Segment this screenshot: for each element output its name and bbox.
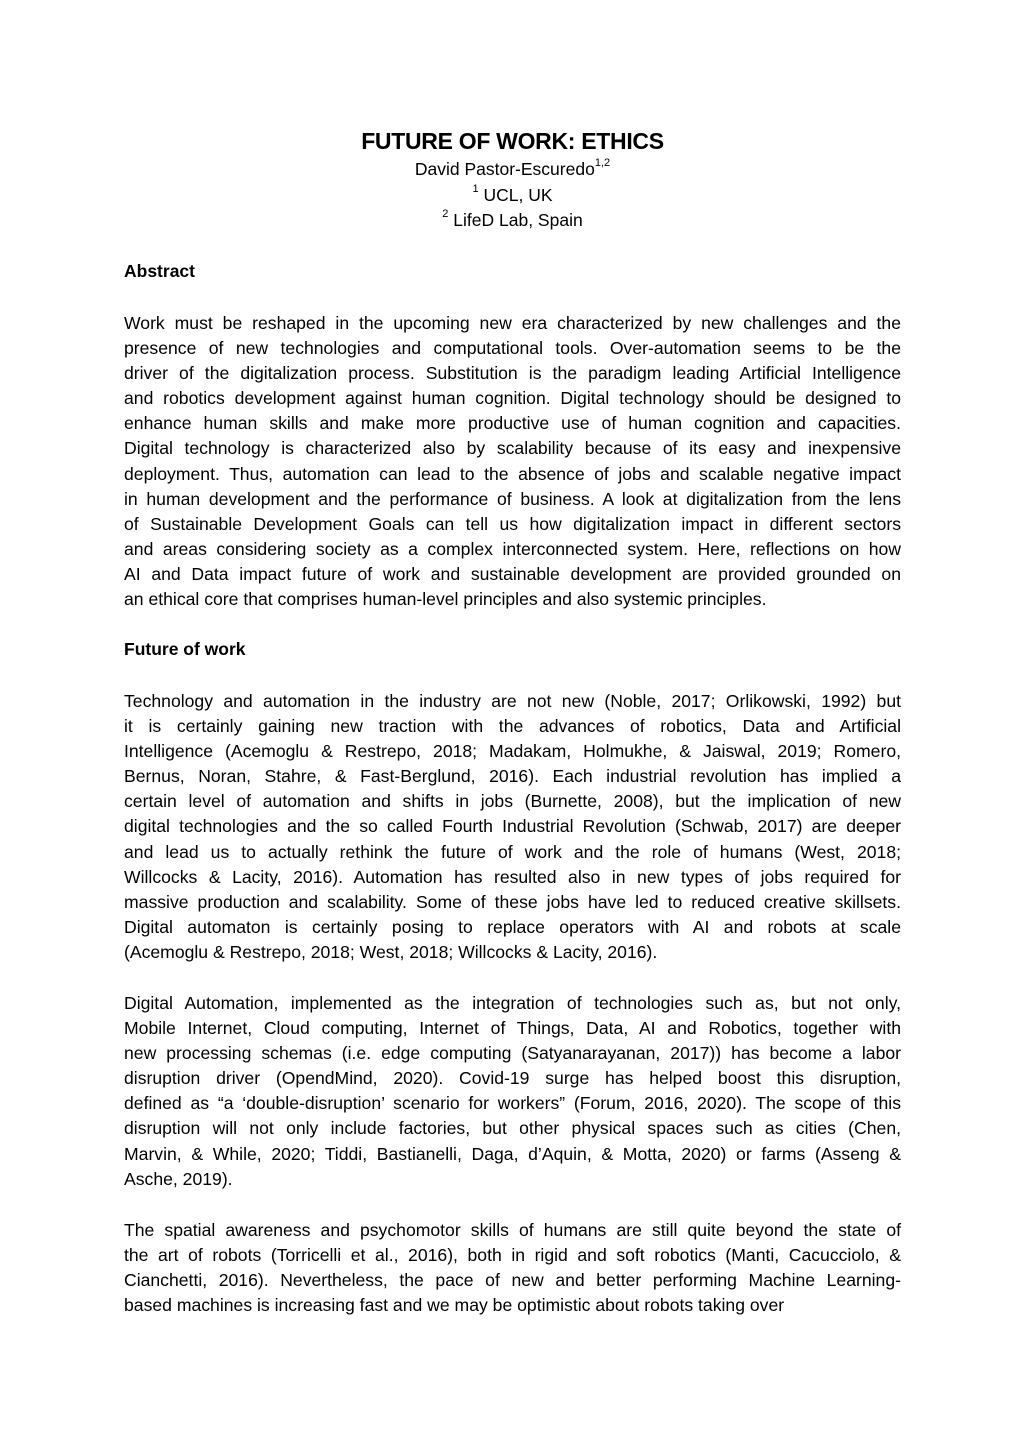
text-line: massive production and scalability. Some of these jobs have led to reduced creative skillsets. — [124, 891, 901, 912]
future-of-work-paragraph-1 — [124, 689, 901, 965]
text-line: an ethical core that comprises human-level principles and also systemic principles. — [124, 589, 767, 610]
text-line: deployment. Thus, automation can lead to the absence of jobs and scalable negative impact — [124, 463, 901, 484]
text-line: certain level of automation and shifts in jobs (Burnette, 2008), but the implication of new — [124, 791, 901, 812]
text-line: the art of robots (Torricelli et al., 2016), both in rigid and soft robotics (Manti, Cacucciolo, & — [124, 1245, 901, 1266]
text-line: and areas considering society as a complex interconnected system. Here, reflections on how — [124, 538, 901, 559]
text-line: Willcocks & Lacity, 2016). Automation has resulted also in new types of jobs required for — [124, 866, 901, 887]
text-line: Mobile Internet, Cloud computing, Internet of Things, Data, AI and Robotics, together with — [124, 1018, 901, 1039]
text-line: AI and Data impact future of work and sustainable development are provided grounded on — [124, 563, 901, 584]
text-line: disruption driver (OpendMind, 2020). Covid-19 surge has helped boost this disruption, — [124, 1068, 901, 1089]
text-line: Work must be reshaped in the upcoming new era characterized by new challenges and the — [124, 313, 901, 333]
text-line: of Sustainable Development Goals can tell us how digitalization impact in different sectors — [124, 513, 901, 534]
text-line: new processing schemas (i.e. edge computing (Satyanarayanan, 2017)) has become a labor — [124, 1043, 901, 1064]
text-line: Digital Automation, implemented as the integration of technologies such as, but not only, — [124, 993, 901, 1013]
author-name: David Pastor-Escuredo — [414, 159, 595, 179]
affiliation-1 — [124, 185, 901, 206]
text-line: Technology and automation in the industry are not new (Noble, 2017; Orlikowski, 1992) but — [124, 691, 901, 711]
text-line: Digital technology is characterized also by scalability because of its easy and inexpensive — [124, 438, 901, 459]
abstract-paragraph — [124, 311, 901, 612]
author-superscript: 1,2 — [594, 157, 611, 169]
abstract-heading: Abstract — [124, 261, 195, 281]
text-line: and robotics development against human cognition. Digital technology should be designed to — [124, 388, 901, 409]
affiliation-2-superscript: 2 — [442, 208, 449, 220]
text-line: Marvin, & While, 2020; Tiddi, Bastianelli, Daga, d’Aquin, & Motta, 2020) or farms (Asseng & — [124, 1143, 901, 1164]
text-line: it is certainly gaining new traction with the advances of robotics, Data and Artificial — [124, 716, 901, 737]
text-line: and lead us to actually rethink the future of work and the role of humans (West, 2018; — [124, 841, 901, 862]
future-of-work-paragraph-2 — [124, 991, 901, 1192]
text-line: The spatial awareness and psychomotor skills of humans are still quite beyond the state of — [124, 1220, 901, 1240]
text-line: defined as “a ‘double-disruption’ scenario for workers” (Forum, 2016, 2020). The scope of this — [124, 1093, 901, 1114]
affiliation-2-text: LifeD Lab, Spain — [453, 210, 583, 230]
paper-title: FUTURE OF WORK: ETHICS — [361, 128, 664, 154]
text-line: enhance human skills and make more productive use of human cognition and capacities. — [124, 413, 901, 434]
text-line: based machines is increasing fast and we may be optimistic about robots taking over — [124, 1295, 785, 1316]
text-line: Cianchetti, 2016). Nevertheless, the pace of new and better performing Machine Learning- — [124, 1270, 901, 1291]
affiliation-2 — [124, 210, 901, 231]
text-line: (Acemoglu & Restrepo, 2018; West, 2018; Willcocks & Lacity, 2016). — [124, 941, 658, 962]
text-line: Bernus, Noran, Stahre, & Fast-Berglund, 2016). Each industrial revolution has implied a — [124, 766, 901, 787]
text-line: digital technologies and the so called Fourth Industrial Revolution (Schwab, 2017) are deeper — [124, 816, 901, 837]
future-of-work-heading: Future of work — [124, 639, 246, 659]
author-line — [124, 159, 901, 180]
future-of-work-paragraph-3 — [124, 1218, 901, 1318]
text-line: Asche, 2019). — [124, 1168, 233, 1189]
text-line: Digital automaton is certainly posing to replace operators with AI and robots at scale — [124, 916, 901, 937]
affiliation-1-text: UCL, UK — [483, 185, 553, 205]
text-line: driver of the digitalization process. Substitution is the paradigm leading Artificial Intelligence — [124, 363, 901, 384]
text-line: in human development and the performance of business. A look at digitalization from the lens — [124, 488, 901, 509]
text-line: presence of new technologies and computational tools. Over-automation seems to be the — [124, 338, 901, 359]
text-line: Intelligence (Acemoglu & Restrepo, 2018; Madakam, Holmukhe, & Jaiswal, 2019; Romero, — [124, 741, 901, 762]
text-line: disruption will not only include factories, but other physical spaces such as cities (Chen, — [124, 1118, 901, 1139]
affiliation-1-superscript: 1 — [472, 183, 479, 195]
